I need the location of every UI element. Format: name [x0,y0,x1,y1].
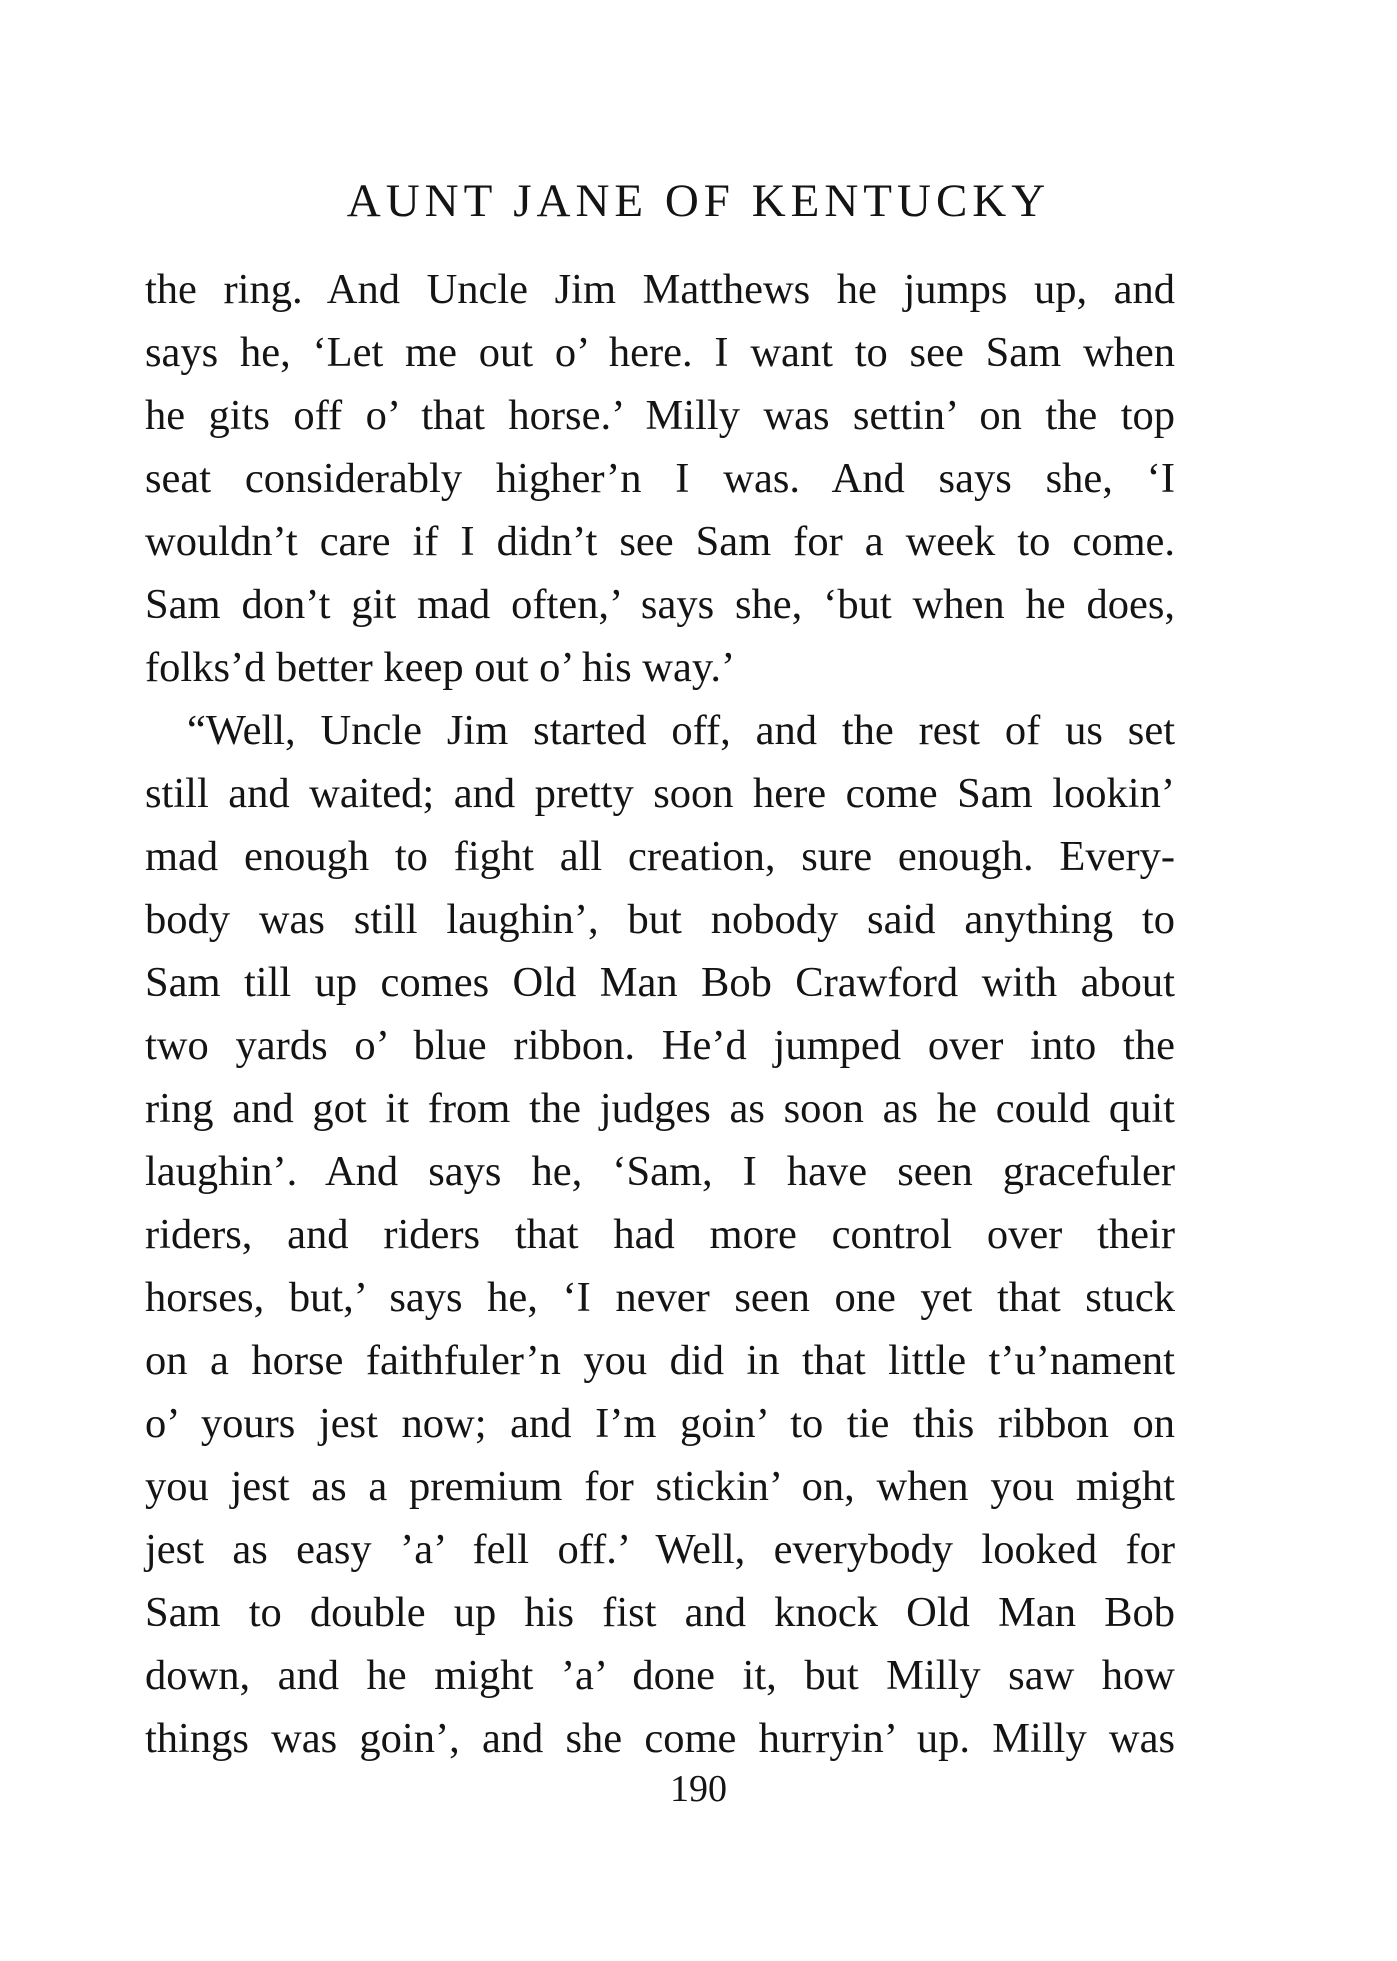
text-line: two yards o’ blue ribbon. He’d jumped over into the [145,1022,1175,1069]
text-line: you jest as a premium for stickin’ on, when you might [145,1463,1175,1510]
text-line: he gits off o’ that horse.’ Milly was settin’ on the top [145,392,1175,439]
body-text [145,258,1175,1770]
text-line: mad enough to fight all creation, sure enough. Every- [145,833,1175,880]
text-line: horses, but,’ says he, ‘I never seen one yet that stuck [145,1274,1175,1321]
text-line: wouldn’t care if I didn’t see Sam for a week to come. [145,518,1175,565]
text-line: says he, ‘Let me out o’ here. I want to see Sam when [145,329,1175,376]
paragraph-start-line: “Well, Uncle Jim started off, and the rest of us set [187,707,1175,754]
text-line: still and waited; and pretty soon here come Sam lookin’ [145,770,1175,817]
text-line: things was goin’, and she come hurryin’ up. Milly was [145,1715,1175,1762]
text-line: laughin’. And says he, ‘Sam, I have seen gracefuler [145,1148,1175,1195]
text-line: seat considerably higher’n I was. And says she, ‘I [145,455,1175,502]
running-title: AUNT JANE OF KENTUCKY [346,175,1051,227]
text-line: Sam to double up his fist and knock Old Man Bob [145,1589,1175,1636]
page-number: 190 [670,1768,727,1810]
paragraph-end-line: folks’d better keep out o’ his way.’ [145,644,736,691]
text-line: body was still laughin’, but nobody said anything to [145,896,1175,943]
text-line: ring and got it from the judges as soon as he could quit [145,1085,1175,1132]
text-line: down, and he might ’a’ done it, but Milly saw how [145,1652,1175,1699]
text-line: jest as easy ’a’ fell off.’ Well, everybody looked for [145,1526,1175,1573]
text-line: on a horse faithfuler’n you did in that little t’u’nament [145,1337,1175,1384]
text-line: o’ yours jest now; and I’m goin’ to tie this ribbon on [145,1400,1175,1447]
text-line: riders, and riders that had more control over their [145,1211,1175,1258]
text-line: Sam till up comes Old Man Bob Crawford with about [145,959,1175,1006]
text-line: the ring. And Uncle Jim Matthews he jumps up, and [145,266,1175,313]
text-line: Sam don’t git mad often,’ says she, ‘but when he does, [145,581,1175,628]
